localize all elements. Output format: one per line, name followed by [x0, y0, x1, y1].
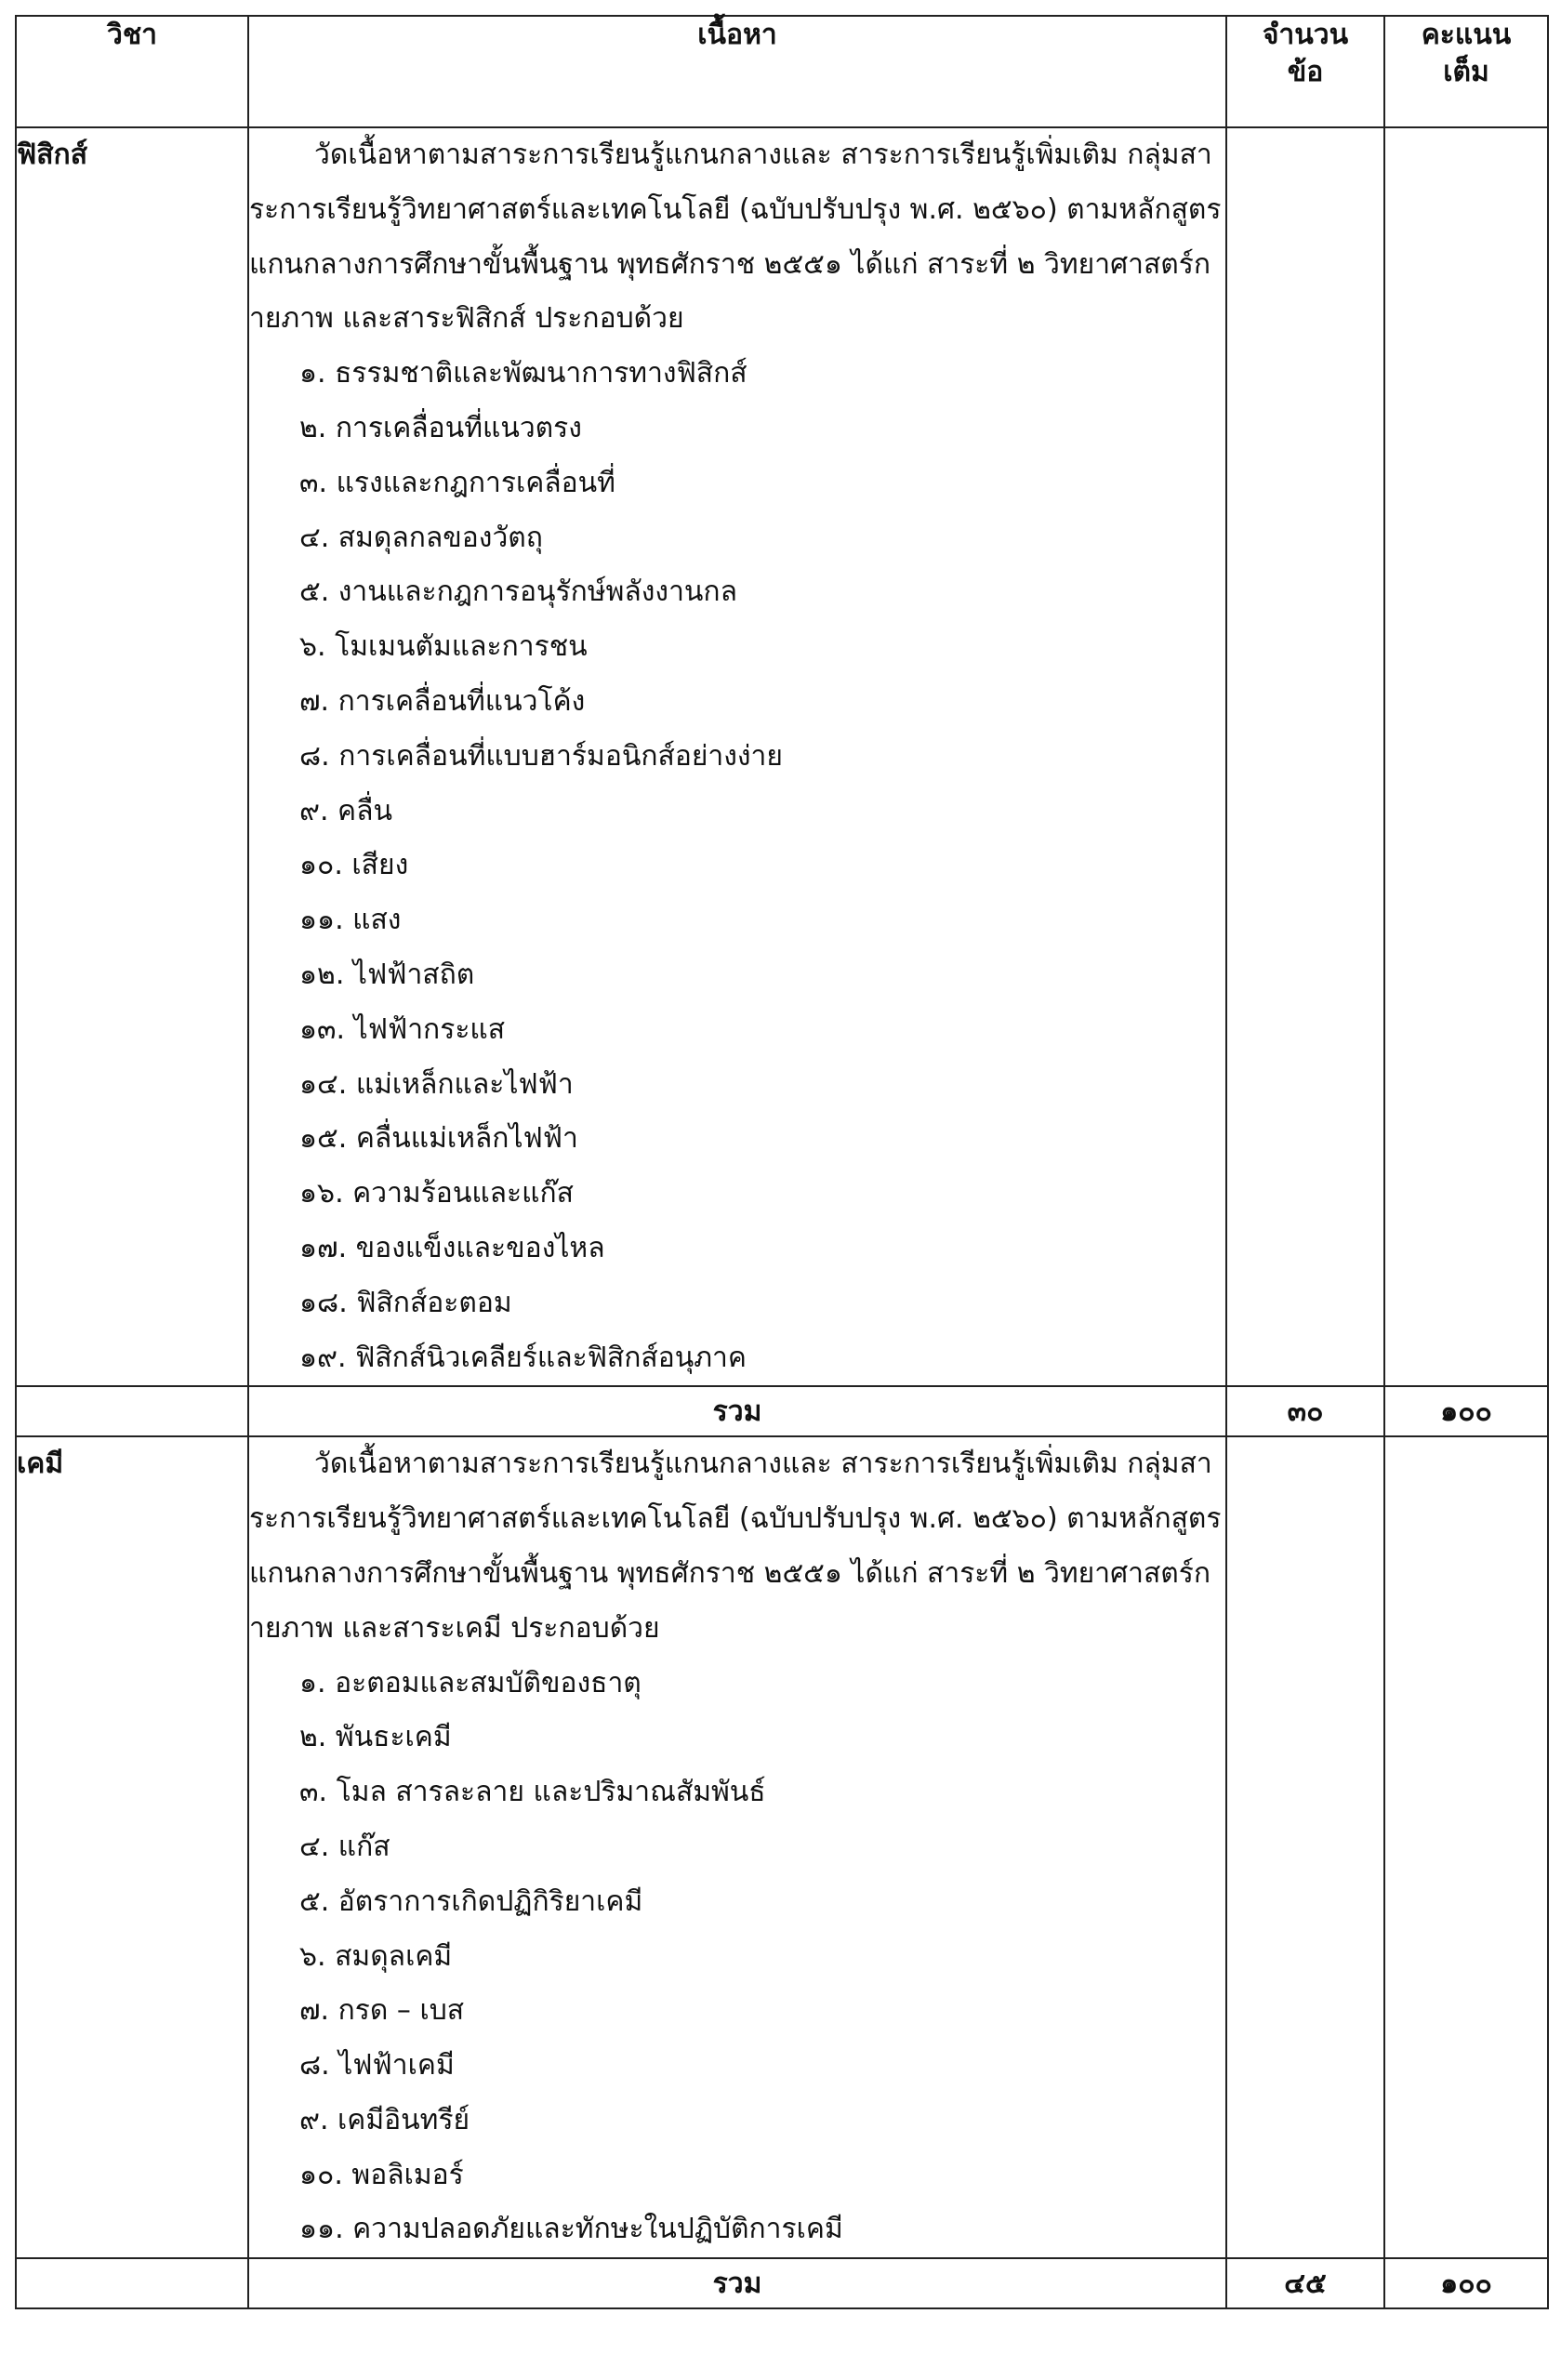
list-item: ๑๓. ไฟฟ้ากระแส: [299, 1012, 506, 1046]
list-item: ๑๘. ฟิสิกส์อะตอม: [299, 1286, 512, 1319]
list-item: ๓. โมล สารละลาย และปริมาณสัมพันธ์: [299, 1776, 766, 1809]
list-item: ๗. การเคลื่อนที่แนวโค้ง: [299, 684, 586, 718]
section-intro: วัดเนื้อหาตามสาระการเรียนรู้แกนกลางและ สาระการเรียนรู้เพิ่มเติม กลุ่มสาระการเรียนรู้วิทยาศาสตร์และเทคโนโลยี (ฉบับปรับปรุง พ.ศ. ๒๕๖๐) ตามหลักสูตรแกนกลางการศึกษาขั้นพื้นฐาน พุทธศักราช ๒๕๕๑ ได้แก่ สาระที่ ๒ วิทยาศาสตร์กายภาพ และสาระเคมี ประกอบด้วย: [249, 1448, 1222, 1645]
total-spacer-cell: [16, 2258, 248, 2308]
list-item: ๔. สมดุลกลของวัตถุ: [299, 521, 543, 554]
section-intro: วัดเนื้อหาตามสาระการเรียนรู้แกนกลางและ สาระการเรียนรู้เพิ่มเติม กลุ่มสาระการเรียนรู้วิทยาศาสตร์และเทคโนโลยี (ฉบับปรับปรุง พ.ศ. ๒๕๖๐) ตามหลักสูตรแกนกลางการศึกษาขั้นพื้นฐาน พุทธศักราช ๒๕๕๑ ได้แก่ สาระที่ ๒ วิทยาศาสตร์กายภาพ และสาระฟิสิกส์ ประกอบด้วย: [249, 139, 1222, 336]
table-header-row: [16, 16, 1548, 127]
score-cell: [1384, 1436, 1548, 2258]
list-item: ๑. ธรรมชาติและพัฒนาการทางฟิสิกส์: [299, 357, 747, 390]
list-item: ๙. คลื่น: [299, 794, 393, 827]
section-row-chemistry: [16, 1436, 1548, 2258]
header-subject: วิชา: [16, 16, 248, 127]
total-score: ๑๐๐: [1384, 2258, 1548, 2308]
count-cell: [1226, 1436, 1384, 2258]
list-item: ๕. อัตราการเกิดปฏิกิริยาเคมี: [299, 1884, 643, 1918]
total-spacer-cell: [16, 1386, 248, 1436]
list-item: ๖. สมดุลเคมี: [299, 1939, 453, 1973]
exam-content-table: [15, 15, 1549, 2309]
list-item: ๔. แก๊ส: [299, 1830, 390, 1863]
list-item: ๗. กรด – เบส: [299, 1994, 465, 2028]
list-item: ๒. พันธะเคมี: [299, 1721, 452, 1754]
list-item: ๘. ไฟฟ้าเคมี: [299, 2049, 455, 2082]
list-item: ๑๑. แสง: [299, 904, 402, 937]
list-item: ๑๐. พอลิเมอร์: [299, 2158, 464, 2191]
list-item: ๙. เคมีอินทรีย์: [299, 2103, 470, 2136]
total-row-chemistry: [16, 2258, 1548, 2308]
list-item: ๑. อะตอมและสมบัติของธาตุ: [299, 1666, 642, 1699]
list-item: ๒. การเคลื่อนที่แนวตรง: [299, 411, 582, 444]
list-item: ๕. งานและกฎการอนุรักษ์พลังงานกล: [299, 575, 737, 609]
list-item: ๑๕. คลื่นแม่เหล็กไฟฟ้า: [299, 1122, 578, 1156]
count-cell: [1226, 127, 1384, 1386]
total-label: รวม: [248, 2258, 1226, 2308]
header-content: เนื้อหา: [248, 16, 1226, 127]
list-item: ๑๑. ความปลอดภัยและทักษะในปฏิบัติการเคมี: [299, 2213, 843, 2246]
list-item: ๑๔. แม่เหล็กและไฟฟ้า: [299, 1067, 574, 1101]
total-label: รวม: [248, 1386, 1226, 1436]
content-cell: [248, 1436, 1226, 2258]
list-item: ๘. การเคลื่อนที่แบบฮาร์มอนิกส์อย่างง่าย: [299, 739, 783, 773]
list-item: ๑๐. เสียง: [299, 849, 409, 882]
list-item: ๓. แรงและกฎการเคลื่อนที่: [299, 466, 615, 499]
total-score: ๑๐๐: [1384, 1386, 1548, 1436]
header-full-score: คะแนน เต็ม: [1384, 16, 1548, 127]
content-cell: [248, 127, 1226, 1386]
list-item: ๑๗. ของแข็งและของไหล: [299, 1231, 605, 1264]
subject-cell: เคมี: [16, 1436, 248, 2258]
subject-cell: ฟิสิกส์: [16, 127, 248, 1386]
topic-list: [249, 347, 1225, 1385]
header-question-count: จำนวน ข้อ: [1226, 16, 1384, 127]
total-count: ๓๐: [1226, 1386, 1384, 1436]
score-cell: [1384, 127, 1548, 1386]
list-item: ๖. โมเมนตัมและการชน: [299, 630, 588, 664]
topic-list: [249, 1657, 1225, 2258]
list-item: ๑๒. ไฟฟ้าสถิต: [299, 958, 475, 991]
section-row-physics: [16, 127, 1548, 1386]
total-row-physics: [16, 1386, 1548, 1436]
list-item: ๑๙. ฟิสิกส์นิวเคลียร์และฟิสิกส์อนุภาค: [299, 1341, 747, 1374]
list-item: ๑๖. ความร้อนและแก๊ส: [299, 1177, 574, 1210]
total-count: ๔๕: [1226, 2258, 1384, 2308]
